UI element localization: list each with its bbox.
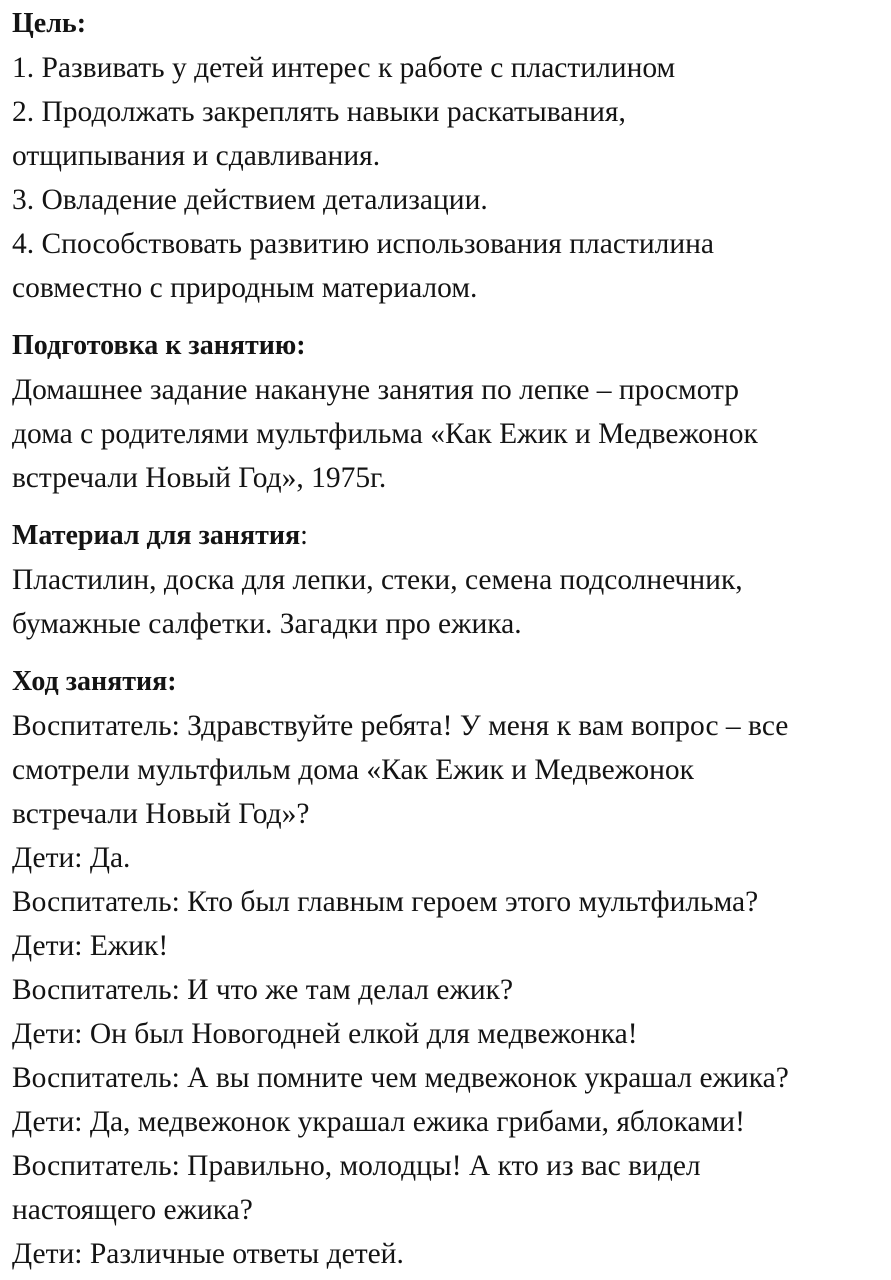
lesson-line: настоящего ежика? [12,1194,253,1226]
preparation-section [12,322,887,500]
lesson-line: Воспитатель: Здравствуйте ребята! У меня к вам вопрос – все [12,710,789,742]
document-page [12,0,887,1276]
lesson-line: Дети: Ежик! [12,930,169,962]
preparation-line: встречали Новый Год», 1975г. [12,462,387,494]
lesson-line: Дети: Он был Новогодней елкой для медвежонка! [12,1018,638,1050]
goal-heading: Цель: [12,8,87,39]
lesson-heading: Ход занятия: [12,666,177,697]
lesson-line: встречали Новый Год»? [12,798,310,830]
lesson-line: Воспитатель: И что же там делал ежик? [12,974,514,1006]
lesson-line: Дети: Да, медвежонок украшал ежика грибами, яблоками! [12,1106,745,1138]
materials-heading [12,512,887,558]
goal-line: 2. Продолжать закреплять навыки раскатывания, [12,96,626,128]
goal-line: 4. Способствовать развитию использования пластилина [12,228,715,260]
section-spacer [12,646,887,658]
goal-section [12,0,887,310]
preparation-line: дома с родителями мультфильма «Как Ежик и Медвежонок [12,418,758,450]
lesson-section [12,658,887,1276]
section-spacer [12,500,887,512]
lesson-line: Дети: Да. [12,842,131,874]
goal-line: 3. Овладение действием детализации. [12,184,488,216]
goal-line: отщипывания и сдавливания. [12,140,381,172]
section-spacer [12,310,887,322]
lesson-line: смотрели мультфильм дома «Как Ежик и Медвежонок [12,754,694,786]
lesson-line: Воспитатель: Правильно, молодцы! А кто из вас видел [12,1150,701,1182]
preparation-line: Домашнее задание накануне занятия по лепке – просмотр [12,374,740,406]
materials-heading-text: Материал для занятия [12,520,301,551]
goal-line: совместно с природным материалом. [12,272,478,304]
materials-heading-colon: : [300,520,308,551]
materials-line: Пластилин, доска для лепки, стеки, семена подсолнечник, [12,564,743,596]
lesson-line: Воспитатель: А вы помните чем медвежонок украшал ежика? [12,1062,789,1094]
lesson-line: Воспитатель: Кто был главным героем этого мультфильма? [12,886,759,918]
materials-section [12,512,887,646]
preparation-heading: Подготовка к занятию: [12,330,306,361]
goal-line: 1. Развивать у детей интерес к работе с пластилином [12,52,676,84]
materials-line: бумажные салфетки. Загадки про ежика. [12,608,522,640]
lesson-line: Дети: Различные ответы детей. [12,1238,404,1270]
